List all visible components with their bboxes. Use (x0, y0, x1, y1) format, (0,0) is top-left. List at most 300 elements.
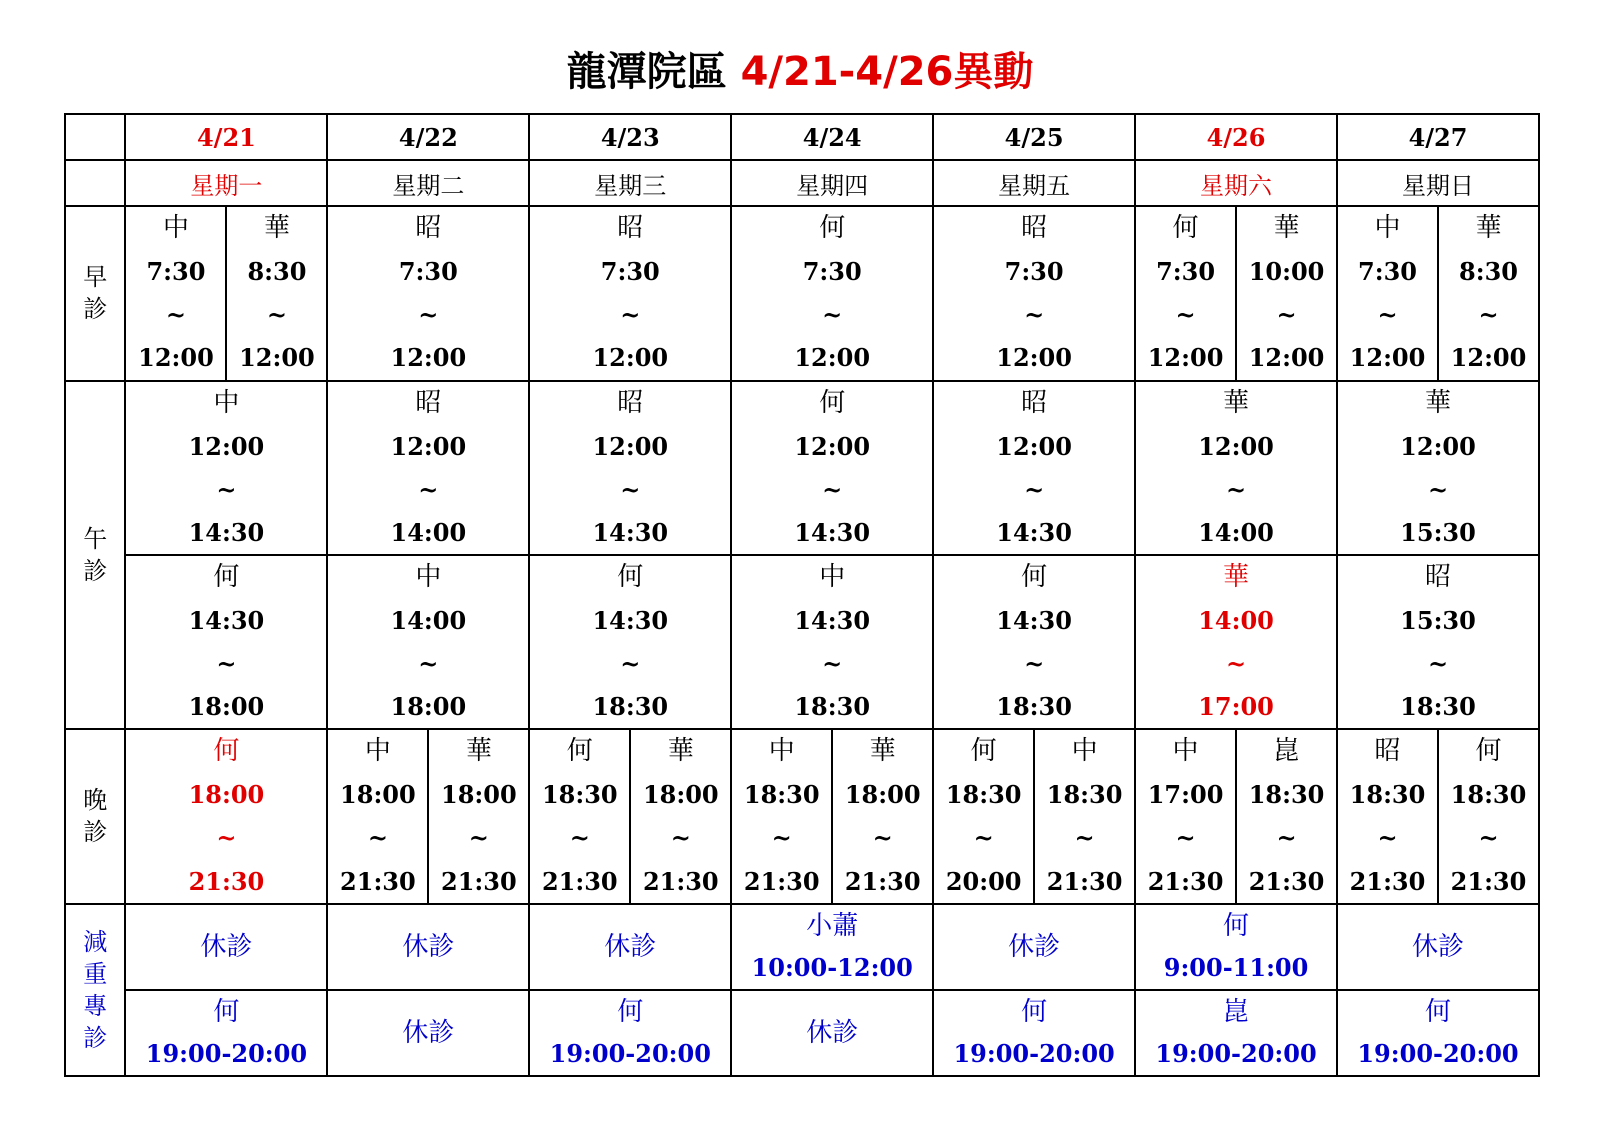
row-label-evening (65, 729, 125, 903)
weightloss-slot (1136, 991, 1336, 1075)
shift-end: 21:30 (642, 866, 719, 896)
weightloss-line1: 休診 (604, 931, 657, 962)
shift-slot (1136, 730, 1235, 902)
doctor-name: 昭 (1424, 561, 1451, 592)
shift-separator: ~ (266, 300, 287, 330)
shift-start: 14:30 (188, 606, 265, 636)
weightloss-slot (126, 991, 326, 1075)
afternoon-cell (933, 555, 1135, 729)
doctor-name: 崑 (1273, 736, 1300, 767)
evening-cell (125, 729, 327, 903)
shift-end: 21:30 (1248, 866, 1325, 896)
shift-half (1338, 730, 1437, 902)
weekday-cell: 星期四 (731, 160, 933, 206)
shift-start: 18:30 (1450, 780, 1527, 810)
shift-separator: ~ (771, 823, 792, 853)
shift-slot (530, 207, 730, 379)
weightloss-time: 19:00-20:00 (549, 1038, 711, 1068)
shift-end: 21:30 (340, 866, 416, 896)
shift-end: 18:00 (390, 692, 467, 722)
shift-separator: ~ (1427, 474, 1449, 504)
shift-start: 10:00 (1248, 257, 1325, 287)
shift-separator: ~ (1427, 649, 1449, 679)
morning-row (65, 206, 1539, 380)
shift-end: 21:30 (441, 866, 517, 896)
shift-half (1136, 207, 1235, 379)
shift-separator: ~ (468, 823, 489, 853)
doctor-name: 何 (566, 736, 593, 767)
shift-separator: ~ (216, 823, 237, 853)
shift-separator: ~ (1478, 823, 1499, 853)
shift-separator: ~ (1225, 649, 1247, 679)
shift-half (1136, 730, 1235, 902)
shift-slot (429, 730, 528, 902)
page-title (0, 42, 1600, 102)
weightloss-time: 10:00-12:00 (751, 952, 913, 982)
doctor-name: 華 (1223, 387, 1250, 418)
shift-separator: ~ (1377, 823, 1398, 853)
date-cell: 4/27 (1337, 114, 1539, 160)
doctor-name: 中 (1172, 736, 1199, 767)
weightloss-slot (1338, 991, 1538, 1075)
morning-cell (125, 206, 327, 380)
shift-start: 7:30 (146, 257, 206, 287)
shift-separator: ~ (418, 649, 439, 679)
row-label-afternoon (65, 381, 125, 730)
doctor-name: 華 (465, 736, 492, 767)
shift-start: 14:30 (996, 606, 1072, 636)
shift-separator: ~ (216, 649, 237, 679)
shift-slot (833, 730, 932, 902)
shift-slot (328, 730, 427, 902)
shift-separator: ~ (418, 300, 439, 330)
shift-end: 18:30 (794, 692, 871, 722)
shift-separator: ~ (569, 823, 590, 853)
shift-end: 12:00 (1147, 343, 1224, 373)
weightloss-time: 19:00-20:00 (953, 1038, 1115, 1068)
date-cell: 4/23 (529, 114, 731, 160)
doctor-name: 中 (364, 736, 391, 767)
doctor-name: 中 (819, 561, 846, 592)
doctor-name: 昭 (1021, 213, 1048, 244)
shift-end: 12:00 (239, 343, 315, 373)
weekday-cell: 星期二 (327, 160, 529, 206)
shift-pair (934, 730, 1134, 902)
shift-start: 18:00 (441, 780, 517, 810)
date-cell: 4/24 (731, 114, 933, 160)
shift-end: 12:00 (592, 343, 669, 373)
shift-separator: ~ (367, 823, 388, 853)
weightloss-line1: 崑 (1223, 996, 1250, 1027)
shift-slot (1439, 730, 1538, 902)
doctor-name: 何 (970, 736, 997, 767)
date-cell: 4/25 (933, 114, 1135, 160)
weightloss-row-1 (65, 904, 1539, 990)
shift-half (629, 730, 730, 902)
shift-slot (1237, 207, 1336, 379)
corner-cell (65, 160, 125, 206)
shift-pair (530, 730, 730, 902)
schedule-table (64, 113, 1540, 1077)
morning-cell (731, 206, 933, 380)
shift-end: 17:00 (1198, 692, 1274, 722)
shift-start: 12:00 (592, 431, 669, 461)
doctor-name: 何 (1475, 736, 1502, 767)
shift-end: 18:30 (1400, 692, 1476, 722)
weightloss-line1: 何 (1223, 910, 1250, 941)
shift-start: 12:00 (1198, 431, 1274, 461)
evening-cell (731, 729, 933, 903)
weightloss-cell (327, 904, 529, 990)
shift-start: 7:30 (1004, 257, 1064, 287)
doctor-name: 何 (819, 387, 846, 418)
afternoon-cell (529, 381, 731, 555)
shift-end: 21:30 (541, 866, 618, 896)
weightloss-cell (1135, 990, 1337, 1076)
shift-separator: ~ (973, 823, 994, 853)
shift-separator: ~ (1024, 300, 1045, 330)
corner-cell (65, 114, 125, 160)
shift-slot (732, 207, 932, 379)
shift-slot (934, 382, 1134, 554)
weightloss-time: 19:00-20:00 (1357, 1038, 1519, 1068)
shift-slot (732, 556, 932, 728)
afternoon-cell (125, 381, 327, 555)
doctor-name: 中 (213, 387, 240, 418)
weightloss-slot (328, 905, 528, 989)
shift-end: 21:30 (844, 866, 921, 896)
shift-start: 7:30 (1156, 257, 1216, 287)
row-label-char: 午 (83, 524, 108, 553)
shift-slot (1136, 556, 1336, 728)
afternoon-cell (529, 555, 731, 729)
shift-separator: ~ (1225, 474, 1247, 504)
weightloss-slot (934, 905, 1134, 989)
shift-start: 18:30 (1349, 780, 1426, 810)
shift-separator: ~ (1276, 300, 1297, 330)
afternoon-cell (125, 555, 327, 729)
doctor-name: 中 (162, 213, 189, 244)
doctor-name: 昭 (617, 387, 644, 418)
weightloss-slot (530, 905, 730, 989)
shift-slot (732, 382, 932, 554)
shift-separator: ~ (1478, 300, 1499, 330)
shift-slot (1338, 730, 1437, 902)
shift-half (225, 207, 326, 379)
weightloss-time: 9:00-11:00 (1163, 952, 1309, 982)
shift-end: 18:00 (188, 692, 265, 722)
weekday-cell: 星期日 (1337, 160, 1539, 206)
weightloss-slot (732, 905, 932, 989)
weightloss-line1: 休診 (1411, 931, 1464, 962)
weightloss-line1: 何 (617, 996, 644, 1027)
shift-half (1235, 730, 1336, 902)
weightloss-slot (1338, 905, 1538, 989)
weightloss-slot (934, 991, 1134, 1075)
shift-pair (1136, 207, 1336, 379)
shift-end: 14:00 (1198, 517, 1274, 547)
weightloss-line1: 何 (1021, 996, 1048, 1027)
shift-pair (1136, 730, 1336, 902)
shift-end: 21:30 (743, 866, 820, 896)
shift-end: 18:30 (996, 692, 1072, 722)
shift-separator: ~ (1377, 300, 1398, 330)
row-label-morning (65, 206, 125, 380)
date-cell: 4/21 (125, 114, 327, 160)
shift-slot (1439, 207, 1538, 379)
shift-slot (328, 556, 528, 728)
title-highlight: 4/21-4/26異動 (740, 49, 1034, 95)
shift-separator: ~ (822, 649, 843, 679)
shift-start: 15:30 (1400, 606, 1476, 636)
row-label-char: 減 (83, 927, 108, 956)
doctor-name: 中 (415, 561, 442, 592)
row-label-weightloss (65, 904, 125, 1076)
row-label-char: 晚 (83, 786, 108, 815)
doctor-name: 華 (869, 736, 896, 767)
shift-separator: ~ (822, 474, 843, 504)
weightloss-cell (529, 990, 731, 1076)
doctor-name: 何 (1021, 561, 1048, 592)
shift-start: 18:00 (340, 780, 416, 810)
shift-end: 12:00 (1349, 343, 1426, 373)
shift-separator: ~ (216, 474, 237, 504)
afternoon-row-2 (65, 555, 1539, 729)
doctor-name: 昭 (415, 387, 442, 418)
doctor-name: 昭 (1374, 736, 1401, 767)
weightloss-cell (731, 904, 933, 990)
shift-slot (126, 556, 326, 728)
shift-slot (126, 207, 225, 379)
shift-slot (530, 730, 629, 902)
shift-pair (126, 207, 326, 379)
shift-start: 17:00 (1147, 780, 1224, 810)
shift-separator: ~ (1024, 649, 1045, 679)
doctor-name: 華 (667, 736, 694, 767)
shift-separator: ~ (620, 474, 641, 504)
afternoon-cell (731, 381, 933, 555)
shift-start: 14:30 (794, 606, 871, 636)
shift-slot (530, 382, 730, 554)
weightloss-line1: 何 (1424, 996, 1451, 1027)
doctor-name: 何 (213, 561, 240, 592)
shift-end: 12:00 (996, 343, 1072, 373)
shift-slot (126, 382, 326, 554)
shift-half (1235, 207, 1336, 379)
shift-separator: ~ (1024, 474, 1045, 504)
shift-start: 12:00 (390, 431, 467, 461)
afternoon-cell (1337, 555, 1539, 729)
doctor-name: 中 (1374, 213, 1401, 244)
weightloss-time: 19:00-20:00 (1155, 1038, 1317, 1068)
doctor-name: 何 (1172, 213, 1199, 244)
weekday-header-row (65, 160, 1539, 206)
weightloss-cell (933, 904, 1135, 990)
shift-separator: ~ (1175, 823, 1196, 853)
shift-separator: ~ (822, 300, 843, 330)
shift-end: 20:00 (945, 866, 1022, 896)
shift-separator: ~ (620, 649, 641, 679)
weightloss-line1: 休診 (200, 931, 253, 962)
date-cell: 4/22 (327, 114, 529, 160)
shift-end: 18:30 (592, 692, 669, 722)
morning-cell (933, 206, 1135, 380)
shift-end: 21:30 (1349, 866, 1426, 896)
weightloss-cell (731, 990, 933, 1076)
shift-slot (1237, 730, 1336, 902)
shift-start: 18:30 (1046, 780, 1123, 810)
shift-end: 21:30 (1147, 866, 1224, 896)
doctor-name: 華 (1273, 213, 1300, 244)
shift-start: 8:30 (247, 257, 307, 287)
shift-start: 14:30 (592, 606, 669, 636)
doctor-name: 華 (1475, 213, 1502, 244)
weightloss-cell (125, 990, 327, 1076)
doctor-name: 昭 (415, 213, 442, 244)
shift-separator: ~ (418, 474, 439, 504)
date-header-row (65, 114, 1539, 160)
evening-cell (1337, 729, 1539, 903)
weightloss-row-2 (65, 990, 1539, 1076)
weightloss-line1: 休診 (806, 1017, 859, 1048)
shift-start: 7:30 (1358, 257, 1417, 287)
shift-start: 12:00 (996, 431, 1072, 461)
evening-cell (529, 729, 731, 903)
afternoon-cell (731, 555, 933, 729)
doctor-name: 華 (1424, 387, 1451, 418)
evening-cell (327, 729, 529, 903)
weightloss-slot (1136, 905, 1336, 989)
shift-start: 18:30 (541, 780, 618, 810)
shift-half (530, 730, 629, 902)
weightloss-slot (126, 905, 326, 989)
evening-cell (1135, 729, 1337, 903)
shift-end: 15:30 (1400, 517, 1476, 547)
shift-pair (732, 730, 932, 902)
shift-start: 7:30 (802, 257, 862, 287)
doctor-name: 何 (617, 561, 644, 592)
shift-slot (732, 730, 831, 902)
row-label-char: 重 (83, 959, 108, 988)
shift-half (1437, 730, 1538, 902)
shift-slot (1338, 207, 1437, 379)
shift-start: 18:30 (743, 780, 820, 810)
weekday-cell: 星期五 (933, 160, 1135, 206)
shift-half (126, 207, 225, 379)
shift-start: 18:30 (945, 780, 1022, 810)
row-label-char: 診 (83, 1023, 108, 1052)
weightloss-cell (1135, 904, 1337, 990)
afternoon-cell (327, 555, 529, 729)
afternoon-cell (327, 381, 529, 555)
weightloss-cell (933, 990, 1135, 1076)
shift-end: 12:00 (794, 343, 871, 373)
shift-slot (126, 730, 326, 902)
shift-pair (328, 730, 528, 902)
shift-slot (934, 730, 1033, 902)
shift-end: 14:30 (996, 517, 1072, 547)
weightloss-line1: 何 (213, 996, 240, 1027)
shift-end: 12:00 (1248, 343, 1325, 373)
date-cell: 4/26 (1135, 114, 1337, 160)
shift-half (1033, 730, 1134, 902)
shift-end: 12:00 (138, 343, 214, 373)
shift-half (1338, 207, 1437, 379)
shift-pair (1338, 207, 1538, 379)
shift-slot (934, 207, 1134, 379)
doctor-name: 何 (819, 213, 846, 244)
weightloss-cell (1337, 990, 1539, 1076)
doctor-name: 中 (1071, 736, 1098, 767)
shift-separator: ~ (620, 300, 641, 330)
shift-start: 18:00 (642, 780, 719, 810)
shift-end: 21:30 (1046, 866, 1123, 896)
weightloss-line1: 休診 (402, 931, 455, 962)
doctor-name: 華 (263, 213, 290, 244)
shift-start: 18:00 (188, 780, 265, 810)
shift-separator: ~ (1276, 823, 1297, 853)
weightloss-line1: 小蕭 (806, 910, 859, 941)
shift-start: 7:30 (600, 257, 660, 287)
shift-slot (530, 556, 730, 728)
morning-cell (327, 206, 529, 380)
morning-cell (1135, 206, 1337, 380)
shift-slot (227, 207, 326, 379)
doctor-name: 何 (213, 736, 240, 767)
shift-slot (1338, 382, 1538, 554)
shift-start: 18:30 (1248, 780, 1325, 810)
row-label-char: 專 (83, 991, 108, 1020)
shift-half (934, 730, 1033, 902)
weightloss-slot (732, 991, 932, 1075)
shift-end: 21:30 (188, 866, 265, 896)
afternoon-cell (933, 381, 1135, 555)
shift-slot (934, 556, 1134, 728)
shift-slot (328, 207, 528, 379)
evening-row (65, 729, 1539, 903)
shift-start: 18:00 (844, 780, 921, 810)
doctor-name: 昭 (1021, 387, 1048, 418)
shift-end: 14:30 (592, 517, 669, 547)
shift-separator: ~ (1074, 823, 1095, 853)
shift-end: 12:00 (1450, 343, 1527, 373)
afternoon-row-1 (65, 381, 1539, 555)
shift-separator: ~ (1175, 300, 1196, 330)
shift-slot (631, 730, 730, 902)
doctor-name: 中 (768, 736, 795, 767)
shift-slot (328, 382, 528, 554)
row-label-char: 診 (83, 295, 108, 324)
shift-slot (1035, 730, 1134, 902)
shift-end: 14:30 (794, 517, 871, 547)
shift-separator: ~ (872, 823, 893, 853)
shift-half (831, 730, 932, 902)
shift-start: 7:30 (398, 257, 458, 287)
shift-slot (1136, 207, 1235, 379)
shift-start: 14:00 (1198, 606, 1274, 636)
weightloss-cell (1337, 904, 1539, 990)
shift-slot (1338, 556, 1538, 728)
shift-half (427, 730, 528, 902)
row-label-char: 診 (83, 556, 108, 585)
weightloss-slot (530, 991, 730, 1075)
weekday-cell: 星期一 (125, 160, 327, 206)
row-label-char: 診 (83, 818, 108, 847)
weightloss-cell (125, 904, 327, 990)
shift-start: 12:00 (794, 431, 871, 461)
shift-separator: ~ (670, 823, 691, 853)
doctor-name: 昭 (617, 213, 644, 244)
